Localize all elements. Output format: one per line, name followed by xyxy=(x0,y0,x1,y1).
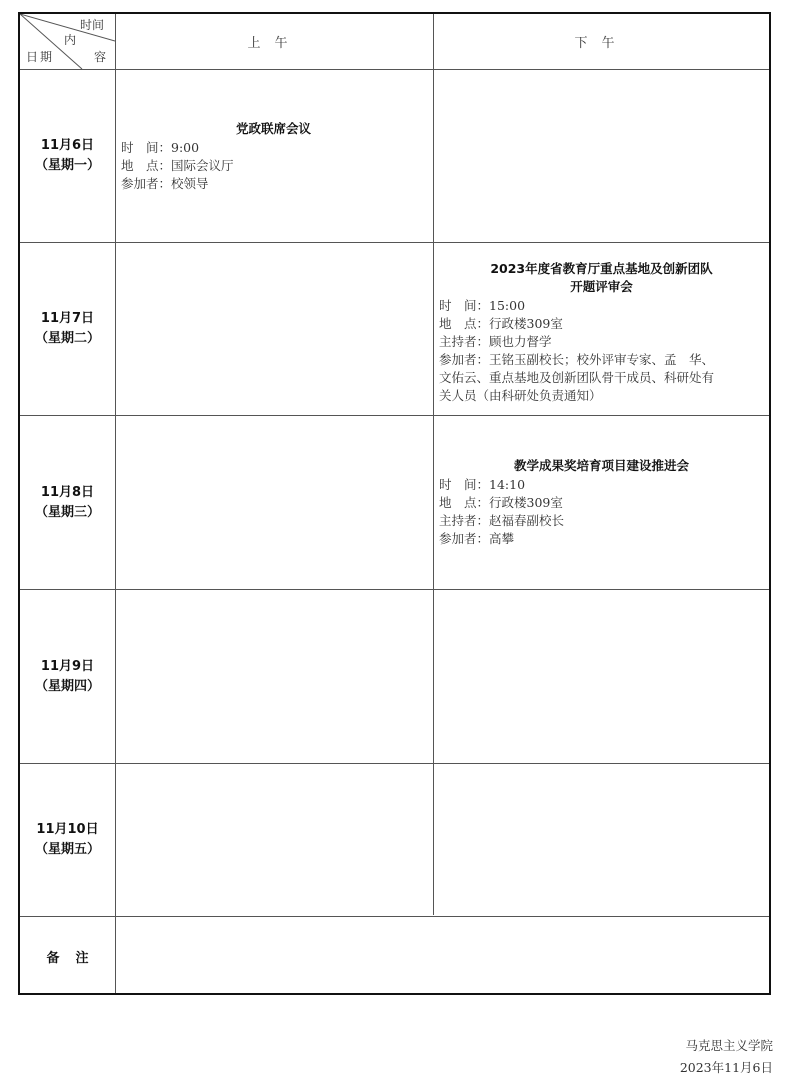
date-label: 11月7日 xyxy=(40,311,95,326)
date-label: 11月8日 xyxy=(40,484,95,500)
row-divider xyxy=(20,763,769,764)
header-corner-cell xyxy=(20,14,115,69)
row-divider xyxy=(20,916,769,917)
footer-org: 马克思主义学院 xyxy=(685,1038,773,1053)
event-tue-afternoon xyxy=(439,260,764,405)
weekday-label: （星期二） xyxy=(34,331,100,346)
corner-content-top-label: 内 xyxy=(64,33,77,47)
row-divider xyxy=(20,415,769,416)
event-participants-cont: 关人员（由科研处负责通知） xyxy=(439,388,602,403)
event-title-line2: 开题评审会 xyxy=(570,279,633,294)
event-time: 时 间：14:10 xyxy=(439,477,526,492)
footer-date: 2023年11月6日 xyxy=(679,1060,773,1075)
event-host: 主持者：顾也力督学 xyxy=(439,334,552,349)
event-title: 教学成果奖培育项目建设推进会 xyxy=(513,458,689,473)
header-row-divider xyxy=(20,69,769,70)
remark-label: 备注 xyxy=(46,950,105,966)
half-day-column-divider xyxy=(433,14,434,915)
event-participants: 参加者：校领导 xyxy=(121,176,209,191)
event-participants: 参加者：王铭玉副校长；校外评审专家、孟 华、 xyxy=(439,352,715,367)
weekday-label: （星期一） xyxy=(34,158,100,173)
schedule-table xyxy=(18,12,771,995)
event-location: 地 点：行政楼309室 xyxy=(439,316,563,331)
corner-content-bottom-label: 容 xyxy=(94,50,107,64)
date-cell-tue xyxy=(20,243,115,415)
weekday-label: （星期四） xyxy=(34,678,100,694)
date-label: 11月6日 xyxy=(40,138,95,153)
date-label: 11月10日 xyxy=(36,822,99,837)
date-label: 11月9日 xyxy=(40,658,95,674)
date-column-divider xyxy=(115,14,116,993)
event-title: 党政联席会议 xyxy=(235,121,311,136)
event-location: 地 点：行政楼309室 xyxy=(439,495,563,510)
date-cell-thu xyxy=(20,590,115,763)
event-time: 时 间：15:00 xyxy=(439,298,526,313)
row-divider xyxy=(20,242,769,243)
row-divider xyxy=(20,589,769,590)
event-wed-afternoon xyxy=(439,457,764,548)
date-cell-mon xyxy=(20,70,115,242)
weekday-label: （星期三） xyxy=(34,504,100,520)
event-participants: 参加者：高攀 xyxy=(439,531,515,546)
event-title: 2023年度省教育厅重点基地及创新团队 xyxy=(490,261,713,276)
event-participants-cont: 文佑云、重点基地及创新团队骨干成员、科研处有 xyxy=(439,370,715,385)
event-host: 主持者：赵福春副校长 xyxy=(439,513,565,528)
corner-time-label: 时间 xyxy=(80,18,105,32)
corner-date-label: 日期 xyxy=(26,50,55,64)
weekday-label: （星期五） xyxy=(34,842,100,857)
date-cell-fri xyxy=(20,764,115,916)
event-time: 时 间：9:00 xyxy=(121,140,200,155)
date-cell-wed xyxy=(20,416,115,589)
event-location: 地 点：国际会议厅 xyxy=(121,158,234,173)
afternoon-header: 下午 xyxy=(574,36,629,51)
event-mon-morning xyxy=(121,120,426,193)
morning-header: 上午 xyxy=(247,36,302,51)
